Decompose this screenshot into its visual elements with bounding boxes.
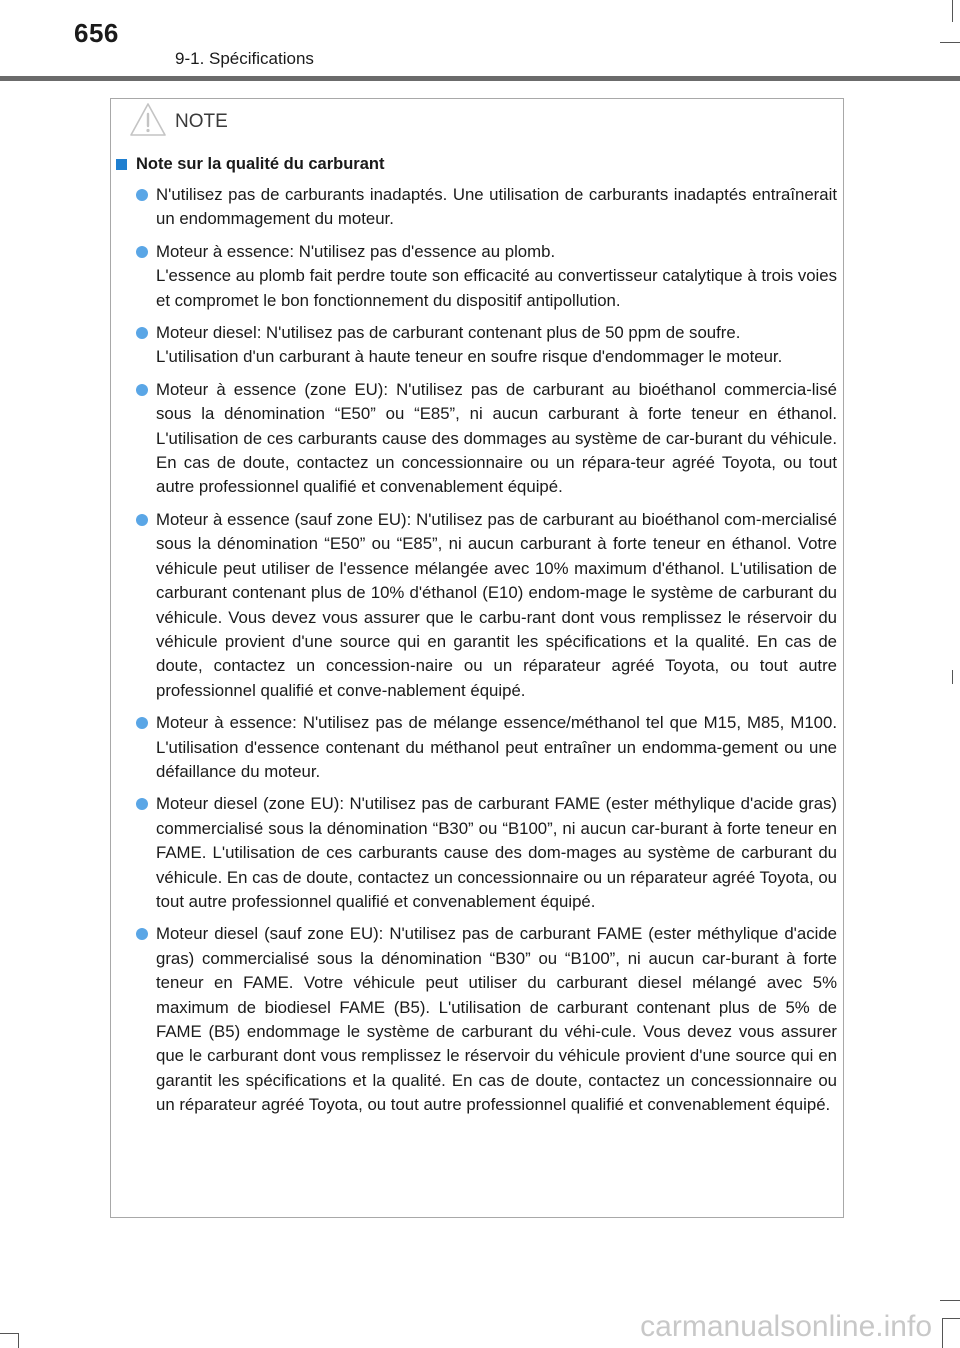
bullet-dot-icon xyxy=(136,189,148,201)
list-item xyxy=(111,508,843,703)
list-item-text: Moteur diesel: N'utilisez pas de carburant contenant plus de 50 ppm de soufre. L'utilisation d'un carburant à haute teneur en soufre risque d'endommager le moteur. xyxy=(156,323,783,367)
list-item-text: Moteur à essence: N'utilisez pas d'essence au plomb. L'essence au plomb fait perdre toute son efficacité au convertisseur catalytique à trois voies et compromet le bon fonctionnement du dispositif antipollution. xyxy=(156,241,837,310)
crop-mark xyxy=(940,42,960,43)
bullet-dot-icon xyxy=(136,327,148,339)
note-label: NOTE xyxy=(175,111,228,132)
list-item xyxy=(111,321,843,370)
list-item xyxy=(111,922,843,1117)
bullet-dot-icon xyxy=(136,798,148,810)
list-item-text: Moteur diesel (sauf zone EU): N'utilisez pas de carburant FAME (ester méthylique d'acide gras) commercialisé sous la dénomination “B30” ou “B100”, ni aucun car-burant à forte teneur en FAME. Votre véhicule peut utiliser du carburant diesel mélangé avec 5% maximum de biodiesel FAME (B5). L'utilisation de carburant contenant plus de 5% de FAME (B5) endommage le système de carburant du véhi-cule. Vous devez vous assurer que le carburant dont vous remplissez le réservoir du véhicule provient d'une source qui en garantit les spécifications et la qualité. En cas de doute, contactez un concessionnaire ou un réparateur agréé Toyota, ou tout autre professionnel qualifié et convenablement équipé. xyxy=(156,924,837,1115)
crop-mark xyxy=(952,670,953,684)
list-item xyxy=(111,378,843,500)
list-item xyxy=(111,183,843,232)
warning-triangle-icon xyxy=(129,102,167,138)
bullet-dot-icon xyxy=(136,717,148,729)
crop-mark xyxy=(952,0,953,22)
section-title: 9-1. Spécifications xyxy=(175,49,314,68)
list-item-text: Moteur à essence (sauf zone EU): N'utilisez pas de carburant au bioéthanol com-mercialisé sous la dénomination “E50” ou “E85”, ni aucun carburant à forte teneur en éthanol. Votre véhicule peut utiliser de l'essence mélangée avec 10% maximum d'éthanol. L'utilisation de carburant contenant plus de 10% d'éthanol (E10) endom-mage le système de carburant du véhicule. Vous devez vous assurer que le carbu-rant dont vous remplissez le réservoir du véhicule provient d'une source qui en garantit les spécifications et la qualité. En cas de doute, contactez un concession-naire ou un réparateur agréé Toyota, ou tout autre professionnel qualifié et conve-nablement équipé. xyxy=(156,509,837,700)
square-bullet-icon xyxy=(116,159,127,170)
subheading xyxy=(116,152,843,176)
watermark[interactable]: carmanualsonline.info xyxy=(640,1310,932,1343)
crop-mark xyxy=(942,1318,943,1348)
crop-mark xyxy=(18,1333,19,1348)
note-header xyxy=(129,101,228,139)
crop-mark xyxy=(942,1318,960,1319)
note-content xyxy=(111,152,843,1118)
list-item xyxy=(111,240,843,313)
subheading-text: Note sur la qualité du carburant xyxy=(136,154,385,173)
header-rule xyxy=(0,76,960,81)
bullet-dot-icon xyxy=(136,928,148,940)
bullet-dot-icon xyxy=(136,246,148,258)
bullet-list xyxy=(111,183,843,1118)
list-item-text: Moteur à essence (zone EU): N'utilisez pas de carburant au bioéthanol commercia-lisé sous la dénomination “E50” ou “E85”, ni aucun carburant à forte teneur en éthanol. L'utilisation de ces carburants cause des dommages au système de car-burant du véhicule. En cas de doute, contactez un concessionnaire ou un répara-teur agréé Toyota, ou tout autre professionnel qualifié et convenablement équipé. xyxy=(156,379,837,497)
list-item xyxy=(111,711,843,784)
list-item-text: N'utilisez pas de carburants inadaptés. Une utilisation de carburants inadaptés entraînerait un endommagement du moteur. xyxy=(156,185,837,229)
crop-mark xyxy=(0,1333,18,1334)
note-box xyxy=(110,98,844,1218)
list-item-text: Moteur à essence: N'utilisez pas de mélange essence/méthanol tel que M15, M85, M100. L'utilisation d'essence contenant du méthanol peut entraîner un endomma-gement ou une défaillance du moteur. xyxy=(156,713,837,781)
bullet-dot-icon xyxy=(136,514,148,526)
crop-mark xyxy=(940,1300,960,1301)
list-item xyxy=(111,792,843,914)
bullet-dot-icon xyxy=(136,384,148,396)
page-number: 656 xyxy=(74,18,119,48)
list-item-text: Moteur diesel (zone EU): N'utilisez pas de carburant FAME (ester méthylique d'acide gras) commercialisé sous la dénomination “B30” ou “B100”, ni aucun car-burant à forte teneur en FAME. L'utilisation de ces carburants cause des dom-mages au système de carburant du véhicule. En cas de doute, contactez un concessionnaire ou un réparateur agréé Toyota, ou tout autre professionnel qualifié et convenablement équipé. xyxy=(156,794,837,911)
